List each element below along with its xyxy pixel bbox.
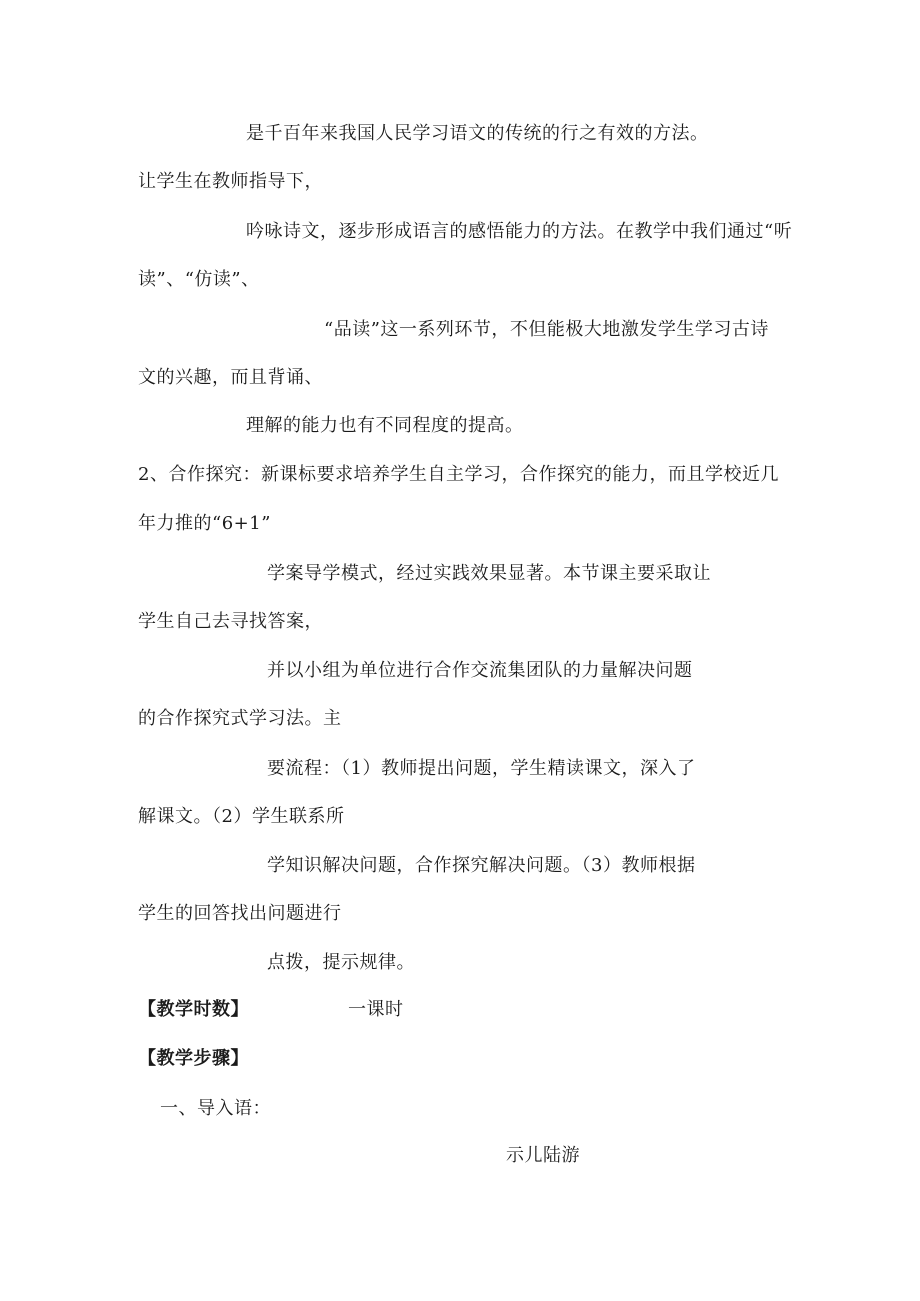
poem-title: 示儿陆游 bbox=[506, 1145, 580, 1166]
paragraph-line: 学生自己去寻找答案， bbox=[138, 611, 323, 632]
paragraph-line: 解课文。（2）学生联系所 bbox=[138, 806, 345, 827]
paragraph-line: 年力推的“6+1” bbox=[138, 513, 271, 534]
paragraph-line: 读”、“仿读”、 bbox=[138, 269, 260, 290]
teaching-hours-value: 一课时 bbox=[348, 999, 404, 1020]
paragraph-line: 让学生在教师指导下， bbox=[138, 171, 323, 192]
paragraph-line: 2、合作探究：新课标要求培养学生自主学习，合作探究的能力，而且学校近几 bbox=[138, 464, 779, 485]
paragraph-line: 是千百年来我国人民学习语文的传统的行之有效的方法。 bbox=[246, 123, 709, 144]
paragraph-line: 的合作探究式学习法。主 bbox=[138, 708, 342, 729]
paragraph-line: 学知识解决问题，合作探究解决问题。（3）教师根据 bbox=[267, 855, 696, 876]
paragraph-line: 学生的回答找出问题进行 bbox=[138, 903, 342, 924]
paragraph-line: 吟咏诗文，逐步形成语言的感悟能力的方法。在教学中我们通过“听 bbox=[246, 221, 793, 242]
intro-heading: 一、导入语： bbox=[160, 1098, 271, 1119]
teaching-steps-label: 【教学步骤】 bbox=[138, 1048, 249, 1069]
paragraph-line: 文的兴趣，而且背诵、 bbox=[138, 367, 323, 388]
paragraph-line: 要流程：（1）教师提出问题，学生精读课文，深入了 bbox=[267, 758, 696, 779]
paragraph-line: “品读”这一系列环节，不但能极大地激发学生学习古诗 bbox=[324, 319, 769, 340]
paragraph-line: 点拨，提示规律。 bbox=[267, 952, 415, 973]
teaching-hours-label: 【教学时数】 bbox=[138, 999, 249, 1020]
paragraph-line: 理解的能力也有不同程度的提高。 bbox=[246, 415, 524, 436]
paragraph-line: 并以小组为单位进行合作交流集团队的力量解决问题 bbox=[267, 660, 693, 681]
paragraph-line: 学案导学模式，经过实践效果显著。本节课主要采取让 bbox=[267, 563, 711, 584]
